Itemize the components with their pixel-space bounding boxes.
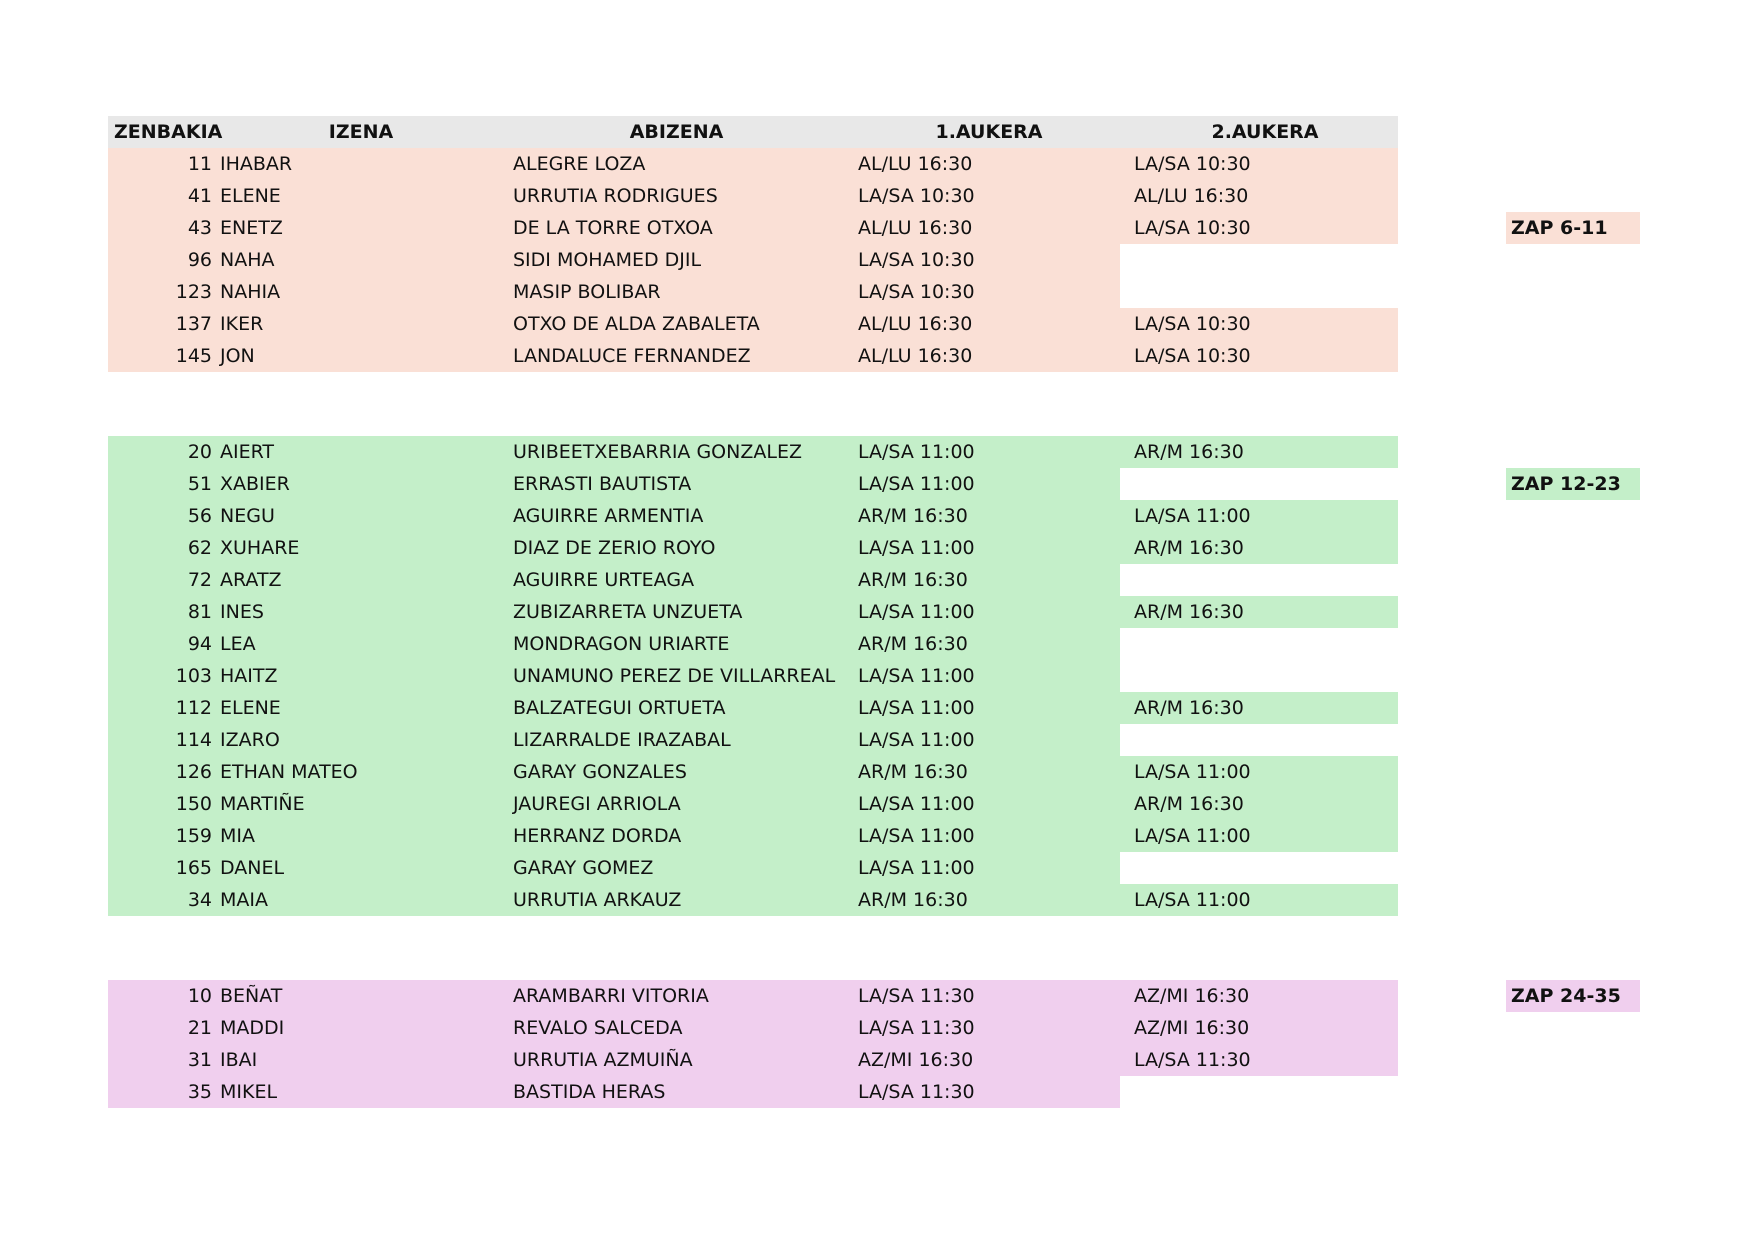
cell-aukera2: LA/SA 11:00: [1134, 825, 1251, 847]
table-row: [108, 564, 1398, 596]
table-row: [108, 1076, 1398, 1108]
cell-aukera1: AZ/MI 16:30: [858, 1049, 974, 1071]
cell-aukera2: [1127, 1076, 1403, 1108]
cell-aukera1: LA/SA 10:30: [858, 281, 975, 303]
cell-aukera2: AR/M 16:30: [1134, 697, 1244, 719]
cell-izena: MADDI: [220, 1017, 285, 1039]
cell-aukera2: LA/SA 10:30: [1134, 153, 1251, 175]
cell-izena: ETHAN MATEO: [220, 761, 358, 783]
cell-abizena: HERRANZ DORDA: [513, 825, 682, 847]
table-row: [108, 468, 1398, 500]
cell-aukera1: LA/SA 11:00: [858, 441, 975, 463]
cell-abizena: URRUTIA AZMUIÑA: [513, 1049, 693, 1071]
cell-abizena: REVALO SALCEDA: [513, 1017, 683, 1039]
cell-abizena: ERRASTI BAUTISTA: [513, 473, 692, 495]
cell-izena: ELENE: [220, 697, 281, 719]
cell-zenbakia: 103: [175, 665, 212, 687]
cell-zenbakia: 94: [187, 633, 212, 655]
cell-zenbakia: 34: [187, 889, 212, 911]
zap-group-label: ZAP 12-23: [1506, 468, 1640, 500]
cell-aukera2: LA/SA 11:00: [1134, 889, 1251, 911]
table-row: [108, 436, 1398, 468]
header-zenbakia: ZENBAKIA: [114, 121, 223, 143]
cell-izena: MIKEL: [220, 1081, 278, 1103]
cell-zenbakia: 150: [175, 793, 212, 815]
table-row: [108, 884, 1398, 916]
cell-abizena: LIZARRALDE IRAZABAL: [513, 729, 731, 751]
cell-izena: JON: [220, 345, 255, 367]
cell-aukera1: LA/SA 11:00: [858, 537, 975, 559]
cell-aukera1: LA/SA 11:30: [858, 985, 975, 1007]
header-aukera1: 1.AUKERA: [935, 121, 1043, 143]
cell-aukera2: [1127, 468, 1403, 500]
cell-aukera1: LA/SA 11:30: [858, 1017, 975, 1039]
table-row: [108, 596, 1398, 628]
cell-zenbakia: 43: [187, 217, 212, 239]
header-row: [108, 116, 1398, 148]
cell-zenbakia: 159: [175, 825, 212, 847]
cell-izena: LEA: [220, 633, 256, 655]
cell-aukera2: LA/SA 10:30: [1134, 345, 1251, 367]
cell-izena: IKER: [220, 313, 264, 335]
table-row: [108, 180, 1398, 212]
cell-aukera1: LA/SA 11:00: [858, 793, 975, 815]
cell-aukera1: LA/SA 11:00: [858, 601, 975, 623]
table-row: [108, 980, 1398, 1012]
zap-group-label: ZAP 6-11: [1506, 212, 1640, 244]
cell-aukera1: AR/M 16:30: [858, 633, 968, 655]
cell-aukera2: LA/SA 11:00: [1134, 505, 1251, 527]
cell-izena: NEGU: [220, 505, 275, 527]
cell-izena: BEÑAT: [220, 985, 283, 1007]
header-abizena: ABIZENA: [629, 121, 724, 143]
cell-zenbakia: 126: [175, 761, 212, 783]
table-row: [108, 244, 1398, 276]
cell-zenbakia: 10: [187, 985, 212, 1007]
cell-izena: INES: [220, 601, 264, 623]
cell-zenbakia: 11: [187, 153, 212, 175]
table-row: [108, 500, 1398, 532]
cell-aukera1: LA/SA 11:00: [858, 473, 975, 495]
cell-abizena: ARAMBARRI VITORIA: [513, 985, 709, 1007]
cell-aukera2: [1127, 276, 1403, 308]
cell-zenbakia: 165: [175, 857, 212, 879]
cell-abizena: URRUTIA RODRIGUES: [513, 185, 718, 207]
cell-abizena: OTXO DE ALDA ZABALETA: [513, 313, 760, 335]
cell-zenbakia: 31: [187, 1049, 212, 1071]
cell-aukera1: AR/M 16:30: [858, 505, 968, 527]
cell-izena: ARATZ: [220, 569, 282, 591]
table-row: [108, 340, 1398, 372]
cell-izena: NAHIA: [220, 281, 281, 303]
cell-aukera1: LA/SA 11:00: [858, 665, 975, 687]
cell-izena: XUHARE: [220, 537, 300, 559]
cell-zenbakia: 20: [187, 441, 212, 463]
table-row: [108, 532, 1398, 564]
cell-abizena: AGUIRRE ARMENTIA: [513, 505, 704, 527]
cell-abizena: AGUIRRE URTEAGA: [513, 569, 695, 591]
cell-aukera1: AR/M 16:30: [858, 761, 968, 783]
cell-aukera1: LA/SA 11:30: [858, 1081, 975, 1103]
header-izena: IZENA: [328, 121, 394, 143]
cell-aukera1: AR/M 16:30: [858, 569, 968, 591]
cell-izena: XABIER: [220, 473, 290, 495]
table-row: [108, 692, 1398, 724]
cell-aukera1: AL/LU 16:30: [858, 345, 973, 367]
header-aukera2: 2.AUKERA: [1211, 121, 1319, 143]
cell-aukera2: [1127, 628, 1403, 660]
cell-abizena: MONDRAGON URIARTE: [513, 633, 730, 655]
cell-zenbakia: 114: [175, 729, 212, 751]
cell-aukera1: AR/M 16:30: [858, 889, 968, 911]
cell-izena: IZARO: [220, 729, 280, 751]
cell-aukera1: LA/SA 11:00: [858, 729, 975, 751]
cell-abizena: DE LA TORRE OTXOA: [513, 217, 713, 239]
cell-aukera2: AZ/MI 16:30: [1134, 985, 1250, 1007]
cell-izena: MIA: [220, 825, 255, 847]
table-row: [108, 756, 1398, 788]
cell-aukera1: LA/SA 11:00: [858, 825, 975, 847]
cell-zenbakia: 56: [187, 505, 212, 527]
cell-aukera2: AL/LU 16:30: [1134, 185, 1249, 207]
cell-aukera1: LA/SA 10:30: [858, 249, 975, 271]
cell-aukera2: AZ/MI 16:30: [1134, 1017, 1250, 1039]
cell-aukera1: AL/LU 16:30: [858, 153, 973, 175]
cell-aukera2: LA/SA 11:30: [1134, 1049, 1251, 1071]
cell-aukera2: AR/M 16:30: [1134, 793, 1244, 815]
cell-abizena: MASIP BOLIBAR: [513, 281, 661, 303]
table-row: [108, 212, 1398, 244]
cell-izena: MAIA: [220, 889, 268, 911]
cell-abizena: GARAY GOMEZ: [513, 857, 654, 879]
cell-zenbakia: 35: [187, 1081, 212, 1103]
cell-abizena: ZUBIZARRETA UNZUETA: [513, 601, 743, 623]
cell-izena: AIERT: [220, 441, 275, 463]
cell-zenbakia: 145: [175, 345, 212, 367]
cell-izena: ELENE: [220, 185, 281, 207]
cell-zenbakia: 137: [175, 313, 212, 335]
cell-aukera2: LA/SA 10:30: [1134, 313, 1251, 335]
cell-zenbakia: 96: [187, 249, 212, 271]
table-row: [108, 852, 1398, 884]
cell-aukera1: AL/LU 16:30: [858, 217, 973, 239]
cell-zenbakia: 62: [187, 537, 212, 559]
cell-izena: HAITZ: [220, 665, 278, 687]
cell-abizena: URRUTIA ARKAUZ: [513, 889, 682, 911]
table-row: [108, 1012, 1398, 1044]
table-row: [108, 788, 1398, 820]
cell-izena: IHABAR: [220, 153, 293, 175]
cell-izena: DANEL: [220, 857, 285, 879]
cell-zenbakia: 112: [175, 697, 212, 719]
table-row: [108, 148, 1398, 180]
cell-abizena: GARAY GONZALES: [513, 761, 687, 783]
cell-abizena: UNAMUNO PEREZ DE VILLARREAL: [513, 665, 836, 687]
cell-abizena: JAUREGI ARRIOLA: [513, 793, 681, 815]
cell-zenbakia: 21: [187, 1017, 212, 1039]
zap-group-label: ZAP 24-35: [1506, 980, 1640, 1012]
cell-aukera2: [1127, 244, 1403, 276]
cell-zenbakia: 81: [187, 601, 212, 623]
cell-abizena: LANDALUCE FERNANDEZ: [513, 345, 751, 367]
table-row: [108, 1044, 1398, 1076]
cell-abizena: SIDI MOHAMED DJIL: [513, 249, 702, 271]
cell-aukera2: AR/M 16:30: [1134, 537, 1244, 559]
cell-aukera1: LA/SA 10:30: [858, 185, 975, 207]
table-row: [108, 820, 1398, 852]
table-row: [108, 308, 1398, 340]
cell-abizena: URIBEETXEBARRIA GONZALEZ: [513, 441, 802, 463]
cell-izena: ENETZ: [220, 217, 283, 239]
cell-aukera2: [1127, 564, 1403, 596]
cell-abizena: DIAZ DE ZERIO ROYO: [513, 537, 716, 559]
cell-abizena: BASTIDA HERAS: [513, 1081, 666, 1103]
cell-aukera2: LA/SA 11:00: [1134, 761, 1251, 783]
cell-izena: IBAI: [220, 1049, 258, 1071]
cell-aukera1: AL/LU 16:30: [858, 313, 973, 335]
cell-aukera1: LA/SA 11:00: [858, 697, 975, 719]
cell-abizena: ALEGRE LOZA: [513, 153, 646, 175]
cell-aukera1: LA/SA 11:00: [858, 857, 975, 879]
cell-aukera2: LA/SA 10:30: [1134, 217, 1251, 239]
cell-zenbakia: 123: [175, 281, 212, 303]
cell-zenbakia: 72: [187, 569, 212, 591]
cell-izena: NAHA: [220, 249, 275, 271]
cell-abizena: BALZATEGUI ORTUETA: [513, 697, 726, 719]
cell-aukera2: [1127, 852, 1403, 884]
cell-zenbakia: 41: [187, 185, 212, 207]
table-row: [108, 628, 1398, 660]
cell-aukera2: [1127, 724, 1403, 756]
cell-zenbakia: 51: [187, 473, 212, 495]
cell-aukera2: AR/M 16:30: [1134, 601, 1244, 623]
table-row: [108, 276, 1398, 308]
cell-aukera2: AR/M 16:30: [1134, 441, 1244, 463]
cell-izena: MARTIÑE: [220, 793, 305, 815]
cell-aukera2: [1127, 660, 1403, 692]
table-row: [108, 724, 1398, 756]
table-row: [108, 660, 1398, 692]
